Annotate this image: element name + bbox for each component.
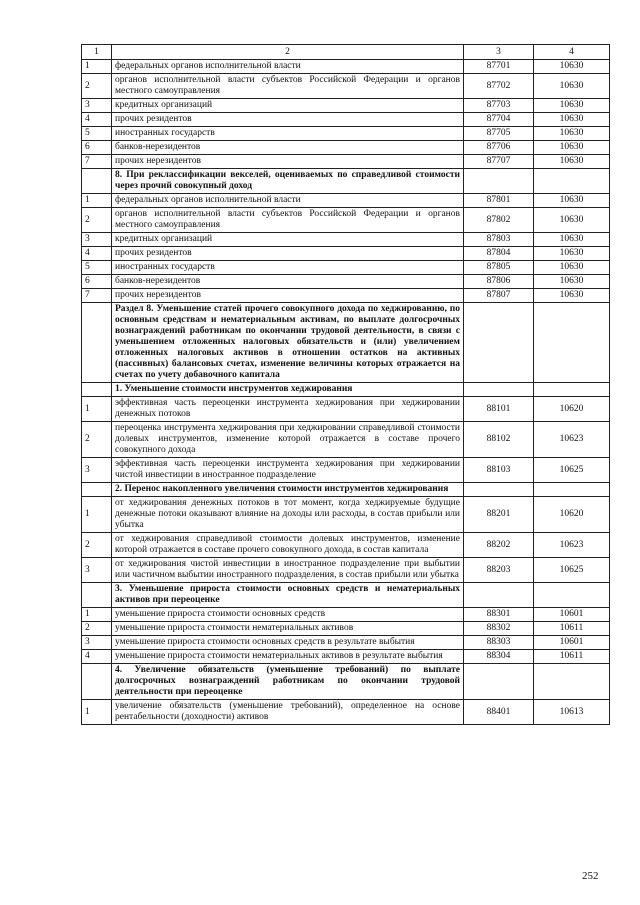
- accounts-table: [81, 44, 610, 725]
- row-description: федеральных органов исполнительной власти: [112, 194, 464, 208]
- row-description: иностранных государств: [112, 127, 464, 141]
- row-number: 1: [82, 397, 112, 422]
- row-description: прочих нерезидентов: [112, 289, 464, 303]
- section-heading-row: [82, 483, 610, 497]
- header-col-4: 4: [534, 45, 610, 60]
- row-description: прочих резидентов: [112, 247, 464, 261]
- row-number: 1: [82, 60, 112, 74]
- row-description: уменьшение прироста стоимости нематериальных активов в результате выбытия: [112, 650, 464, 664]
- row-number: [82, 383, 112, 397]
- symbol-code: 10625: [534, 558, 610, 583]
- account-code: 87702: [464, 74, 534, 99]
- table-row: [82, 289, 610, 303]
- row-number: 4: [82, 247, 112, 261]
- row-number: 1: [82, 608, 112, 622]
- row-description: банков-нерезидентов: [112, 275, 464, 289]
- row-description: 2. Перенос накопленного увеличения стоимости инструментов хеджирования: [112, 483, 464, 497]
- symbol-code: 10630: [534, 194, 610, 208]
- account-code: [464, 483, 534, 497]
- section-heading-row: [82, 664, 610, 700]
- table-row: [82, 275, 610, 289]
- row-description: банков-нерезидентов: [112, 141, 464, 155]
- table-row: [82, 127, 610, 141]
- table-row: [82, 74, 610, 99]
- account-code: 87803: [464, 233, 534, 247]
- table-row: [82, 558, 610, 583]
- table-row: [82, 650, 610, 664]
- table-row: [82, 636, 610, 650]
- table-row: [82, 247, 610, 261]
- row-number: 2: [82, 622, 112, 636]
- row-number: 2: [82, 422, 112, 458]
- table-row: [82, 422, 610, 458]
- symbol-code: 10623: [534, 422, 610, 458]
- symbol-code: 10630: [534, 127, 610, 141]
- row-number: 4: [82, 113, 112, 127]
- section-heading-row: [82, 383, 610, 397]
- account-code: 87706: [464, 141, 534, 155]
- table-row: [82, 60, 610, 74]
- account-code: [464, 303, 534, 383]
- account-code: 88201: [464, 497, 534, 533]
- account-code: 87801: [464, 194, 534, 208]
- row-description: уменьшение прироста стоимости основных средств в результате выбытия: [112, 636, 464, 650]
- row-description: органов исполнительной власти субъектов Российской Федерации и органов местного самоуправления: [112, 74, 464, 99]
- table-row: [82, 458, 610, 483]
- account-code: 88303: [464, 636, 534, 650]
- row-number: 2: [82, 533, 112, 558]
- row-description: прочих резидентов: [112, 113, 464, 127]
- table-row: [82, 99, 610, 113]
- symbol-code: 10630: [534, 155, 610, 169]
- row-number: 3: [82, 458, 112, 483]
- account-code: 88302: [464, 622, 534, 636]
- row-description: Раздел 8. Уменьшение статей прочего совокупного дохода по хеджированию, по основным средствам и нематериальным активам, по выплате долгосрочных вознаграждений работникам по окончании трудовой деятельности, в связи с уменьшением отложенных налоговых обязательств и (или) увеличением отложенных налоговых активов в отношении остатков на активных (пассивных) балансовых счетах, изменение величины которых отражается на счетах по учету добавочного капитала: [112, 303, 464, 383]
- symbol-code: 10630: [534, 60, 610, 74]
- row-description: 3. Уменьшение прироста стоимости основных средств и нематериальных активов при переоценке: [112, 583, 464, 608]
- symbol-code: 10630: [534, 113, 610, 127]
- row-description: 1. Уменьшение стоимости инструментов хеджирования: [112, 383, 464, 397]
- section-heading-row: [82, 303, 610, 383]
- account-code: 88304: [464, 650, 534, 664]
- row-number: 5: [82, 127, 112, 141]
- table-row: [82, 194, 610, 208]
- row-number: [82, 303, 112, 383]
- row-number: [82, 169, 112, 194]
- symbol-code: 10630: [534, 208, 610, 233]
- symbol-code: 10630: [534, 74, 610, 99]
- table-row: [82, 208, 610, 233]
- table-row: [82, 233, 610, 247]
- row-number: 1: [82, 700, 112, 725]
- table-row: [82, 533, 610, 558]
- account-code: 87806: [464, 275, 534, 289]
- symbol-code: 10630: [534, 99, 610, 113]
- symbol-code: [534, 169, 610, 194]
- row-description: увеличение обязательств (уменьшение требований), определенное на основе рентабельности (доходности) активов: [112, 700, 464, 725]
- row-number: 3: [82, 558, 112, 583]
- symbol-code: 10620: [534, 397, 610, 422]
- row-description: переоценка инструмента хеджирования при хеджировании справедливой стоимости долевых инструментов, изменение которой отражается в составе прочего совокупного дохода: [112, 422, 464, 458]
- table-row: [82, 700, 610, 725]
- section-heading-row: [82, 583, 610, 608]
- account-code: [464, 583, 534, 608]
- symbol-code: 10613: [534, 700, 610, 725]
- symbol-code: 10620: [534, 497, 610, 533]
- row-number: 3: [82, 636, 112, 650]
- account-code: 87807: [464, 289, 534, 303]
- table-row: [82, 497, 610, 533]
- account-code: 88102: [464, 422, 534, 458]
- account-code: 88301: [464, 608, 534, 622]
- symbol-code: 10630: [534, 261, 610, 275]
- table-row: [82, 622, 610, 636]
- table-row: [82, 608, 610, 622]
- account-code: 88203: [464, 558, 534, 583]
- header-col-1: 1: [82, 45, 112, 60]
- page-number: 252: [582, 870, 599, 882]
- symbol-code: 10625: [534, 458, 610, 483]
- row-description: федеральных органов исполнительной власти: [112, 60, 464, 74]
- row-number: 7: [82, 155, 112, 169]
- symbol-code: 10630: [534, 247, 610, 261]
- account-code: [464, 383, 534, 397]
- table-row: [82, 113, 610, 127]
- row-description: от хеджирования денежных потоков в тот момент, когда хеджируемые будущие денежные потоки оказывают влияние на доходы или расходы, в состав прибыли или убытка: [112, 497, 464, 533]
- symbol-code: [534, 383, 610, 397]
- symbol-code: [534, 303, 610, 383]
- row-description: прочих нерезидентов: [112, 155, 464, 169]
- row-description: иностранных государств: [112, 261, 464, 275]
- account-code: 87705: [464, 127, 534, 141]
- row-number: 2: [82, 74, 112, 99]
- account-code: 87804: [464, 247, 534, 261]
- row-description: кредитных организаций: [112, 233, 464, 247]
- row-description: 4. Увеличение обязательств (уменьшение требований) по выплате долгосрочных вознаграждений работникам по окончании трудовой деятельности при переоценке: [112, 664, 464, 700]
- account-code: 88101: [464, 397, 534, 422]
- account-code: 87703: [464, 99, 534, 113]
- row-number: 1: [82, 194, 112, 208]
- table-row: [82, 261, 610, 275]
- row-number: 1: [82, 497, 112, 533]
- symbol-code: 10623: [534, 533, 610, 558]
- header-col-3: 3: [464, 45, 534, 60]
- symbol-code: 10601: [534, 608, 610, 622]
- symbol-code: 10630: [534, 289, 610, 303]
- account-code: 87704: [464, 113, 534, 127]
- row-description: от хеджирования справедливой стоимости долевых инструментов, изменение которой отражается в составе прочего совокупного дохода, в состав капитала: [112, 533, 464, 558]
- row-number: [82, 583, 112, 608]
- row-description: кредитных организаций: [112, 99, 464, 113]
- symbol-code: 10611: [534, 650, 610, 664]
- row-number: 4: [82, 650, 112, 664]
- row-number: [82, 664, 112, 700]
- account-code: 87707: [464, 155, 534, 169]
- account-code: 88202: [464, 533, 534, 558]
- header-col-2: 2: [112, 45, 464, 60]
- row-description: 8. При реклассификации векселей, оцениваемых по справедливой стоимости через прочий совокупный доход: [112, 169, 464, 194]
- row-number: 7: [82, 289, 112, 303]
- account-code: 88103: [464, 458, 534, 483]
- symbol-code: [534, 483, 610, 497]
- account-code: 87701: [464, 60, 534, 74]
- section-heading-row: [82, 169, 610, 194]
- row-number: 6: [82, 275, 112, 289]
- symbol-code: 10601: [534, 636, 610, 650]
- account-code: [464, 664, 534, 700]
- symbol-code: 10630: [534, 141, 610, 155]
- symbol-code: [534, 664, 610, 700]
- row-number: 3: [82, 99, 112, 113]
- row-number: 2: [82, 208, 112, 233]
- row-description: уменьшение прироста стоимости основных средств: [112, 608, 464, 622]
- row-number: 5: [82, 261, 112, 275]
- symbol-code: 10630: [534, 275, 610, 289]
- table-row: [82, 397, 610, 422]
- account-code: 88401: [464, 700, 534, 725]
- account-code: 87802: [464, 208, 534, 233]
- row-number: 6: [82, 141, 112, 155]
- symbol-code: 10630: [534, 233, 610, 247]
- symbol-code: 10611: [534, 622, 610, 636]
- row-description: уменьшение прироста стоимости нематериальных активов: [112, 622, 464, 636]
- row-number: 3: [82, 233, 112, 247]
- table-header-row: [82, 45, 610, 60]
- table-row: [82, 155, 610, 169]
- row-description: эффективная часть переоценки инструмента хеджирования при хеджировании чистой инвестиции в иностранное подразделение: [112, 458, 464, 483]
- row-description: от хеджирования чистой инвестиции в иностранное подразделение при выбытии или частичном выбытии иностранного подразделения, в состав прибыли или убытка: [112, 558, 464, 583]
- symbol-code: [534, 583, 610, 608]
- account-code: 87805: [464, 261, 534, 275]
- row-number: [82, 483, 112, 497]
- row-description: органов исполнительной власти субъектов Российской Федерации и органов местного самоуправления: [112, 208, 464, 233]
- table-row: [82, 141, 610, 155]
- account-code: [464, 169, 534, 194]
- row-description: эффективная часть переоценки инструмента хеджирования при хеджировании денежных потоков: [112, 397, 464, 422]
